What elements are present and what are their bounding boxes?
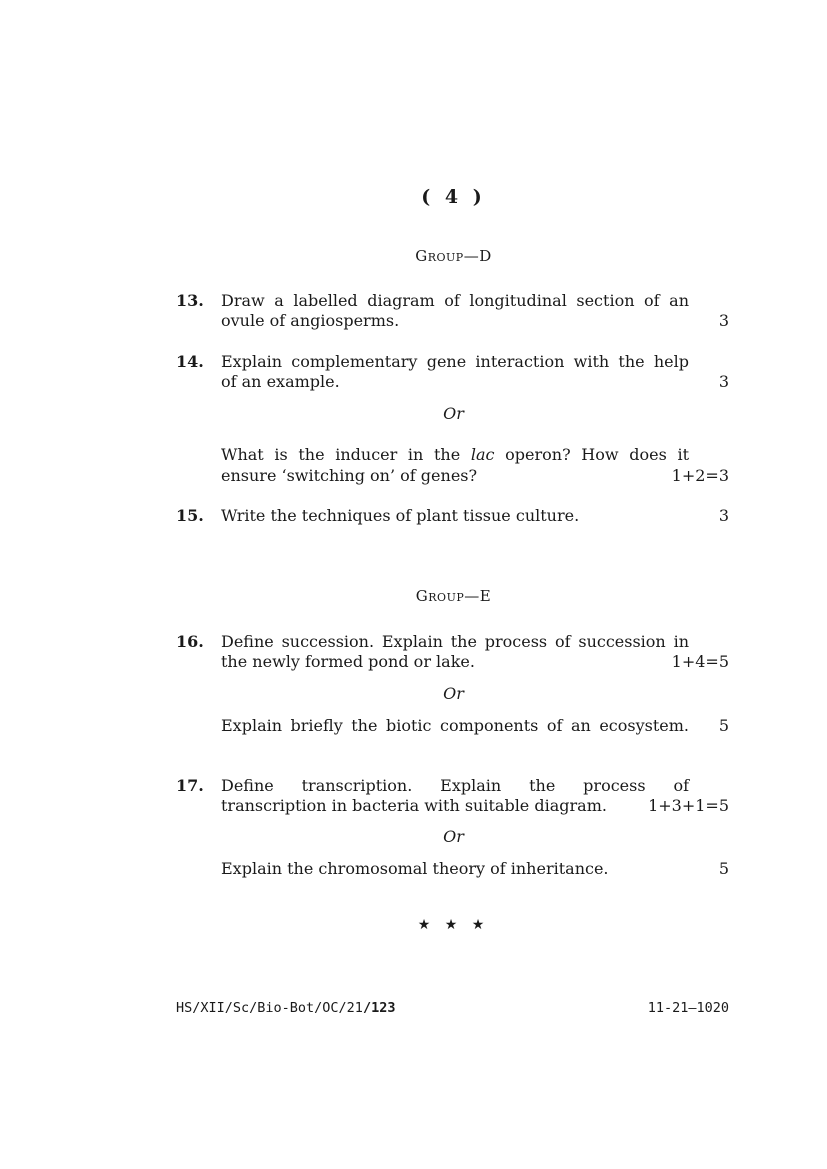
question-13-marks: 3 (718, 311, 729, 330)
question-13-line-2: ovule of angiosperms. (221, 311, 400, 330)
question-17-or: Or (443, 827, 464, 846)
question-15-line-1: Write the techniques of plant tissue culture. (221, 506, 580, 525)
question-15-marks: 3 (718, 506, 729, 525)
question-16-alt-line-1: Explain briefly the biotic components of an ecosystem. (221, 716, 689, 735)
question-16-alt-marks: 5 (718, 716, 729, 735)
question-17-marks: 1+3+1=5 (648, 796, 729, 815)
question-16-or: Or (443, 684, 464, 703)
question-13-number: 13. (176, 291, 204, 310)
question-15-number: 15. (176, 506, 204, 525)
question-16-marks: 1+4=5 (671, 652, 729, 671)
question-14-alt-marks: 1+2=3 (671, 466, 729, 485)
lac-italic: lac (470, 445, 495, 464)
footer-print-code: 11-21—1020 (647, 1000, 729, 1016)
question-14-line-1: Explain complementary gene interaction with the help (221, 352, 689, 371)
question-14-line-2: of an example. (221, 372, 340, 391)
end-stars: ★ ★ ★ (417, 917, 490, 933)
question-16-line-2: the newly formed pond or lake. (221, 652, 475, 671)
group-e-heading: Group—E (415, 587, 492, 605)
question-17-line-1: Define transcription. Explain the process of (221, 776, 689, 795)
question-17-alt-marks: 5 (718, 859, 729, 878)
question-14-number: 14. (176, 352, 204, 371)
question-17-number: 17. (176, 776, 204, 795)
question-16-line-1: Define succession. Explain the process of succession in (221, 632, 689, 651)
question-16-number: 16. (176, 632, 204, 651)
question-14-alt-line-2: ensure ‘switching on’ of genes? (221, 466, 478, 485)
question-14-or: Or (443, 404, 464, 423)
page-number: ( 4 ) (421, 186, 486, 208)
question-13-line-1: Draw a labelled diagram of longitudinal section of an (221, 291, 689, 310)
footer-paper-code: HS/XII/Sc/Bio-Bot/OC/21/123 (176, 1000, 396, 1016)
question-14-alt-line-1: What is the inducer in the lac operon? How does it (221, 445, 689, 464)
question-17-line-2: transcription in bacteria with suitable diagram. (221, 796, 607, 815)
question-17-alt-line-1: Explain the chromosomal theory of inheritance. (221, 859, 609, 878)
question-14-marks: 3 (718, 372, 729, 391)
group-d-heading: Group—D (415, 247, 492, 265)
